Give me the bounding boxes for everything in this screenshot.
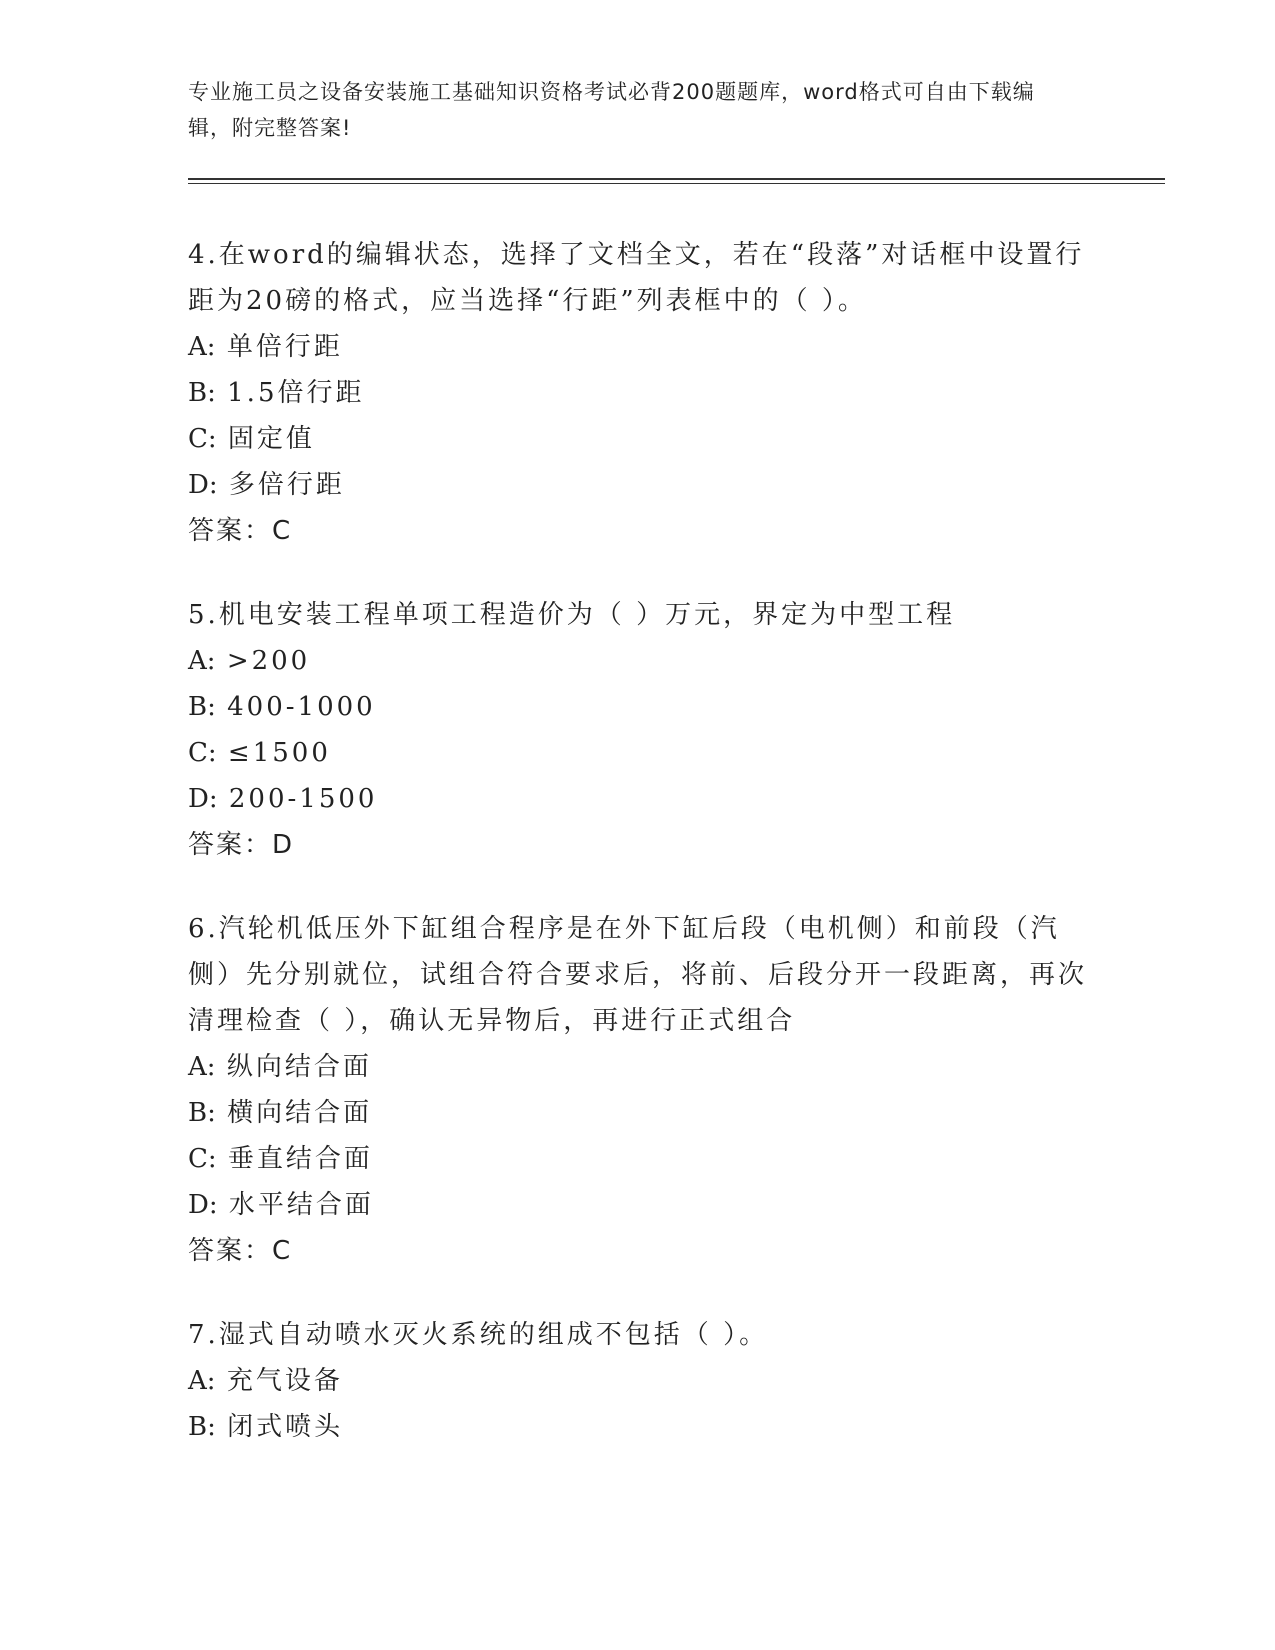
option-d	[188, 1182, 1088, 1228]
header-divider-thick	[188, 178, 1165, 180]
question-6	[188, 906, 1088, 1274]
option-letter: D:	[188, 1190, 218, 1220]
question-list	[188, 232, 1088, 1488]
option-text: 纵向结合面	[226, 1052, 372, 1082]
option-text: 多倍行距	[228, 470, 345, 500]
option-text: 垂直结合面	[227, 1144, 373, 1174]
option-letter: A:	[188, 332, 216, 362]
question-7	[188, 1312, 1088, 1450]
option-letter: B:	[188, 378, 216, 408]
option-letter: A:	[188, 1366, 216, 1396]
option-c	[188, 416, 1088, 462]
option-letter: C:	[188, 738, 217, 768]
option-a	[188, 638, 1088, 684]
option-letter: B:	[188, 692, 216, 722]
option-letter: C:	[188, 424, 217, 454]
question-stem: 5.机电安装工程单项工程造价为（ ）万元，界定为中型工程	[188, 600, 956, 630]
option-text: 200-1500	[228, 784, 378, 814]
option-a	[188, 324, 1088, 370]
option-letter: B:	[188, 1412, 216, 1442]
question-4	[188, 232, 1088, 554]
option-text: >200	[226, 646, 311, 676]
option-text: 固定值	[227, 424, 315, 454]
option-text: 充气设备	[226, 1366, 343, 1396]
option-b	[188, 370, 1088, 416]
option-letter: D:	[188, 784, 218, 814]
option-a	[188, 1044, 1088, 1090]
option-text: 1.5倍行距	[227, 378, 365, 408]
option-d	[188, 462, 1088, 508]
option-c	[188, 1136, 1088, 1182]
answer-line: 答案：C	[188, 516, 293, 546]
question-5	[188, 592, 1088, 868]
option-text: 闭式喷头	[227, 1412, 344, 1442]
question-stem: 6.汽轮机低压外下缸组合程序是在外下缸后段（电机侧）和前段（汽侧）先分别就位，试组合符合要求后，将前、后段分开一段距离，再次清理检查（ ），确认无异物后，再进行正式组合	[188, 914, 1088, 1036]
option-text: 横向结合面	[227, 1098, 373, 1128]
option-c	[188, 730, 1088, 776]
option-text: ≤1500	[227, 738, 331, 768]
option-b	[188, 684, 1088, 730]
option-text: 400-1000	[227, 692, 376, 722]
option-letter: A:	[188, 646, 216, 676]
document-header: 专业施工员之设备安装施工基础知识资格考试必背200题题库，word格式可自由下载编辑，附完整答案!	[188, 80, 1035, 140]
option-text: 水平结合面	[228, 1190, 374, 1220]
answer-line: 答案：D	[188, 830, 295, 860]
question-stem: 4.在word的编辑状态，选择了文档全文，若在“段落”对话框中设置行距为20磅的格式，应当选择“行距”列表框中的（ ）。	[188, 240, 1085, 316]
option-letter: C:	[188, 1144, 217, 1174]
question-stem: 7.湿式自动喷水灭火系统的组成不包括（ ）。	[188, 1320, 769, 1350]
option-a	[188, 1358, 1088, 1404]
option-letter: B:	[188, 1098, 216, 1128]
header-divider-thin	[188, 183, 1165, 184]
option-letter: A:	[188, 1052, 216, 1082]
answer-line: 答案：C	[188, 1236, 293, 1266]
option-letter: D:	[188, 470, 218, 500]
option-b	[188, 1090, 1088, 1136]
option-b	[188, 1404, 1088, 1450]
option-text: 单倍行距	[226, 332, 343, 362]
option-d	[188, 776, 1088, 822]
